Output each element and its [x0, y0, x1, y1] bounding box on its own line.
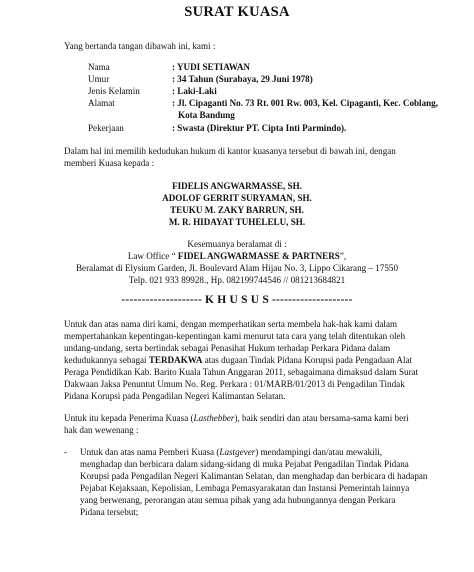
- list-item-line: Pejabat Kejaksaan, Kepolisian, Lembaga Pemasyarakatan dan Instansi Pemerintah lainnya: [80, 483, 410, 493]
- paragraph-line: Dakwaan Jaksa Penuntut Umum No. Reg. Perkara : 01/MARB/01/2013 di Pengadilan Tindak: [64, 379, 405, 389]
- list-item-line: [80, 446, 382, 458]
- office-name-line: [0, 250, 474, 262]
- paragraph-line: mempertahankan kepentingan-kepentingan kami menurut tata cara yang telah ditentukan oleh: [64, 331, 406, 341]
- grantor-label-gender: Jenis Kelamin: [88, 86, 140, 96]
- paragraph-line: undang-undang, serta bertindak sebagai Penasihat Hukum terhadap Perkara Pidana dalam: [64, 343, 391, 353]
- paragraph-fragment: Untuk itu kepada Penerima Kuasa (: [64, 413, 194, 423]
- grantor-label-name: Nama: [88, 62, 110, 72]
- grantor-label-age: Umur: [88, 74, 110, 84]
- defendant-term: TERDAKWA: [148, 355, 203, 365]
- list-item-line: Korupsi pada Pengadilan Negeri Kalimantan Selatan, dan menghadap dan berbicara di hadapan: [80, 471, 428, 481]
- attorney-name: ADOLOF GERRIT SURYAMAN, SH.: [162, 193, 312, 203]
- document-title: SURAT KUASA: [184, 4, 290, 20]
- grantor-label-address: Alamat: [88, 98, 115, 108]
- lasthebber-term: Lasthebber: [193, 413, 235, 423]
- attorney-name: TEUKU M. ZAKY BARRUN, SH.: [170, 205, 304, 215]
- grantor-label-occupation: Pekerjaan: [88, 123, 124, 133]
- grantor-value-age: : 34 Tahun (Surabaya, 29 Juni 1978): [172, 74, 313, 84]
- paragraph-line: Untuk dan atas nama diri kami, dengan memperhatikan serta membela hak-hak kami dalam: [64, 319, 398, 329]
- office-name-prefix: Law Office “: [127, 251, 178, 261]
- list-bullet-dash: -: [64, 447, 68, 457]
- grantor-value-name: : YUDI SETIAWAN: [172, 62, 250, 72]
- lastgever-term: Lastgever: [219, 447, 256, 457]
- paragraph-line: [64, 354, 412, 366]
- list-fragment: ) mendampingi dan/atau mewakili,: [255, 447, 383, 457]
- intro-text: Yang bertanda tangan dibawah ini, kami :: [64, 41, 216, 51]
- office-name: FIDEL ANGWARMASSE & PARTNERS: [177, 251, 340, 261]
- khusus-heading: -------------------- K H U S U S --------------------: [121, 294, 353, 306]
- grantor-value-occupation: : Swasta (Direktur PT. Cipta Inti Parmindo).: [172, 123, 347, 133]
- office-name-suffix: ”,: [339, 251, 347, 261]
- paragraph-fragment: ), baik sendiri dan atau bersama-sama kami beri: [234, 413, 409, 423]
- paragraph-fragment: atas dugaan Tindak Pidana Korupsi pada Pengadaan Alat: [202, 355, 413, 365]
- paragraph-line: [64, 412, 409, 424]
- paragraph-fragment: kedudukannya sebagai: [64, 355, 149, 365]
- paragraph-domicile-line-1: Dalam hal ini memilih kedudukan hukum di kantor kuasanya tersebut di bawah ini, dengan: [64, 146, 396, 156]
- list-item-line: menghadap dan berbicara dalam sidang-sidang di muka Pejabat Pengadilan Tindak Pidana: [80, 459, 409, 469]
- paragraph-line: Pidana Korupsi pada Pengadilan Negeri Kalimantan Selatan.: [64, 391, 286, 401]
- list-item-line: Pidana tersebut;: [80, 507, 139, 517]
- office-phone: Telp. 021 933 89928., Hp. 082199744546 // 081213684821: [128, 275, 346, 285]
- office-intro: Kesemuanya beralamat di :: [187, 239, 287, 249]
- attorney-name: FIDELIS ANGWARMASSE, SH.: [172, 181, 302, 191]
- list-item-line: yang berwenang, perorangan atau semua pihak yang ada hubungannya dengan Perkara: [80, 495, 396, 505]
- grantor-value-address: : Jl. Cipaganti No. 73 Rt. 001 Rw. 003, Kel. Cipaganti, Kec. Coblang,: [172, 98, 439, 108]
- paragraph-line: hak dan wewenang :: [64, 425, 139, 435]
- paragraph-line: Peraga Pendidikan Kab. Barito Kuala Tahun Anggaran 2011, sebagaimana dimaksud dalam Surat: [64, 367, 419, 377]
- office-address: Beralamat di Elysium Garden, Jl. Boulevard Alam Hijau No. 3, Lippo Cikarang – 17550: [75, 263, 398, 273]
- list-fragment: Untuk dan atas nama Pemberi Kuasa (: [80, 447, 220, 457]
- grantor-value-address-city: Kota Bandung: [178, 110, 235, 120]
- grantor-value-gender: : Laki-Laki: [172, 86, 217, 96]
- paragraph-domicile-line-2: memberi Kuasa kepada :: [64, 158, 155, 168]
- attorney-name: M. R. HIDAYAT TUHELELU, SH.: [168, 217, 306, 227]
